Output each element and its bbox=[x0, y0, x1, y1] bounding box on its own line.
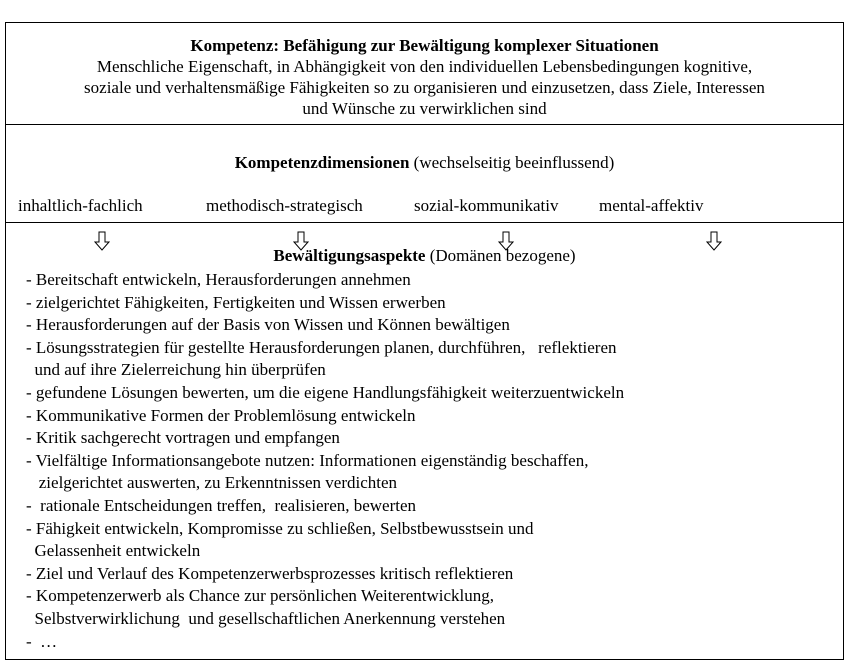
list-item-continuation: Gelassenheit entwickeln bbox=[26, 541, 201, 561]
list-item: - zielgerichtet Fähigkeiten, Fertigkeiten und Wissen erwerben bbox=[26, 292, 446, 312]
dimensions-title: Kompetenzdimensionen bbox=[234, 153, 410, 172]
list-item: - Herausforderungen auf der Basis von Wissen und Können bewältigen bbox=[26, 315, 510, 335]
dimensions-subtitle: (wechselseitig beeinflussend) bbox=[413, 153, 615, 172]
list-item: - Lösungsstrategien für gestellte Herausforderungen planen, durchführen, reflektieren bbox=[26, 337, 617, 357]
competence-description-line: und Wünsche zu verwirklichen sind bbox=[302, 99, 547, 118]
aspects-title: Bewältigungsaspekte bbox=[273, 246, 426, 265]
list-item: - Bereitschaft entwickeln, Herausforderungen annehmen bbox=[26, 270, 411, 289]
competence-description-line: soziale und verhaltensmäßige Fähigkeiten so zu organisieren und einzusetzen, dass Ziele, Interessen bbox=[84, 78, 765, 97]
list-item: - Kritik sachgerecht vortragen und empfangen bbox=[26, 428, 340, 448]
list-item: - Vielfältige Informationsangebote nutzen: Informationen eigenständig beschaffen, bbox=[26, 450, 589, 470]
dimensions-heading bbox=[6, 152, 843, 173]
dimension-mental-affective: mental-affektiv bbox=[599, 196, 704, 215]
competence-title: Kompetenz: Befähigung zur Bewältigung komplexer Situationen bbox=[190, 36, 659, 55]
list-item-continuation: zielgerichtet auswerten, zu Erkenntnissen verdichten bbox=[26, 473, 398, 493]
aspects-subtitle: (Domänen bezogene) bbox=[429, 246, 576, 265]
dimension-methodical-strategic: methodisch-strategisch bbox=[206, 196, 363, 215]
dimensions-box bbox=[5, 125, 844, 223]
dimension-content-subject: inhaltlich-fachlich bbox=[18, 196, 143, 215]
dimension-social-communicative: sozial-kommunikativ bbox=[414, 196, 559, 215]
list-item: - rationale Entscheidungen treffen, realisieren, bewerten bbox=[26, 495, 417, 515]
competence-description-line: Menschliche Eigenschaft, in Abhängigkeit von den individuellen Lebensbedingungen kognitive, bbox=[96, 57, 753, 76]
list-item: - gefundene Lösungen bewerten, um die eigene Handlungsfähigkeit weiterzuentwickeln bbox=[26, 382, 625, 402]
list-item: - Kommunikative Formen der Problemlösung entwickeln bbox=[26, 405, 416, 425]
list-item: - … bbox=[26, 631, 58, 651]
list-item: - Fähigkeit entwickeln, Kompromisse zu schließen, Selbstbewusstsein und bbox=[26, 518, 534, 538]
competence-box bbox=[5, 22, 844, 125]
aspects-box bbox=[5, 223, 844, 660]
list-item: - Kompetenzerwerb als Chance zur persönlichen Weiterentwicklung, bbox=[26, 586, 494, 606]
list-item: - Ziel und Verlauf des Kompetenzerwerbsprozesses kritisch reflektieren bbox=[26, 563, 514, 583]
aspects-list bbox=[26, 269, 826, 653]
aspects-heading bbox=[6, 245, 843, 266]
competence-description bbox=[6, 56, 843, 119]
list-item-continuation: und auf ihre Zielerreichung hin überprüfen bbox=[26, 360, 326, 380]
list-item-continuation: Selbstverwirklichung und gesellschaftlichen Anerkennung verstehen bbox=[26, 608, 506, 628]
